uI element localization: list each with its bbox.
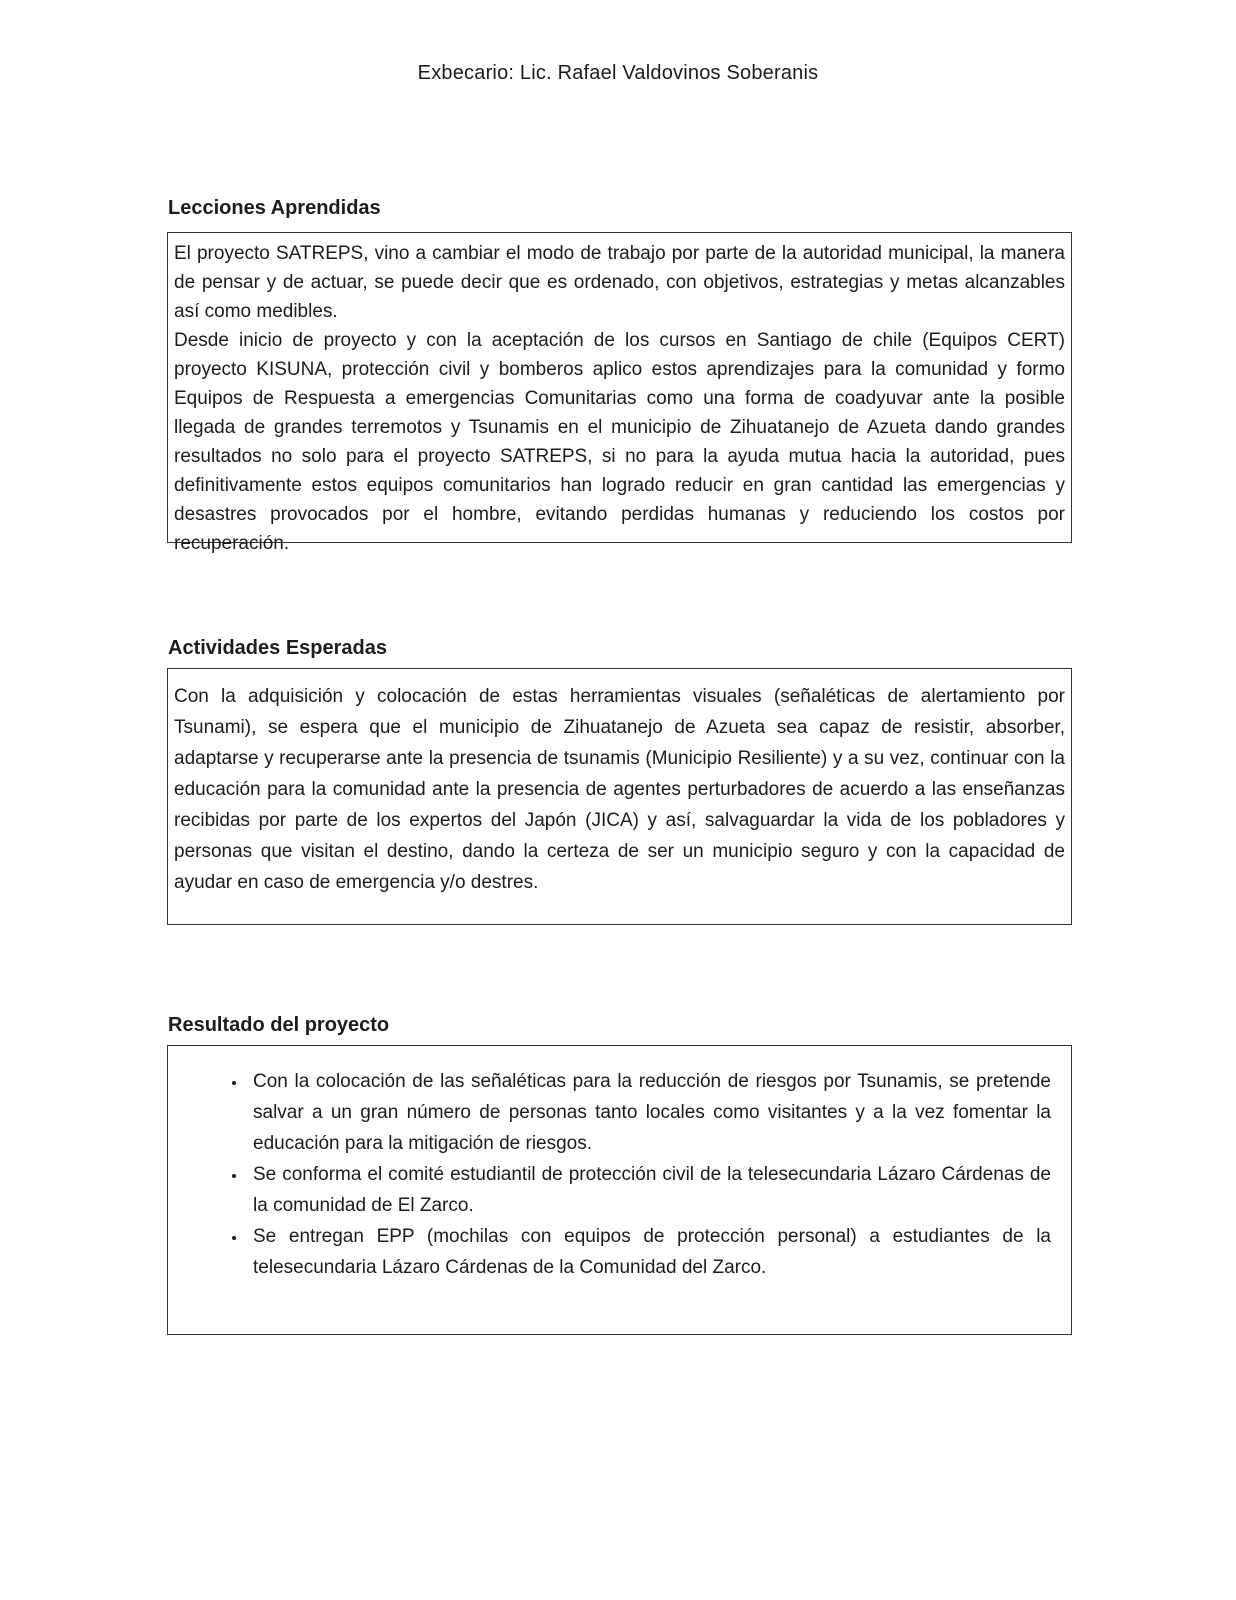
text-box-actividades-esperadas: [167, 668, 1072, 925]
page-header-title: Exbecario: Lic. Rafael Valdovinos Soberanis: [417, 62, 819, 84]
list-item: • Con la colocación de las señaléticas para la reducción de riesgos por Tsunamis, se pretende salvar a un gran número de personas tanto locales como visitantes y a la vez fomentar la educación para la mitigación de riesgos.: [247, 1066, 1051, 1159]
paragraph: Con la adquisición y colocación de estas herramientas visuales (señaléticas de alertamiento por Tsunami), se espera que el municipio de Zihuatanejo de Azueta sea capaz de resistir, absorber, adaptarse y recuperarse ante la presencia de tsunamis (Municipio Resiliente) y a su vez, continuar con la educación para la comunidad ante la presencia de agentes perturbadores de acuerdo a las enseñanzas recibidas por parte de los expertos del Japón (JICA) y así, salvaguardar la vida de los pobladores y personas que visitan el destino, dando la certeza de ser un municipio seguro y con la capacidad de ayudar en caso de emergencia y/o destres.: [174, 686, 1065, 893]
list-item: • Se entregan EPP (mochilas con equipos de protección personal) a estudiantes de la telesecundaria Lázaro Cárdenas de la Comunidad del Zarco.: [247, 1221, 1051, 1283]
section-heading-resultado-del-proyecto: Resultado del proyecto: [168, 1014, 390, 1036]
text-box-lecciones-aprendidas: [167, 232, 1072, 554]
bullet-list: [174, 1066, 1065, 1283]
section-heading-lecciones-aprendidas: Lecciones Aprendidas: [168, 197, 381, 219]
paragraph: Desde inicio de proyecto y con la aceptación de los cursos en Santiago de chile (Equipos CERT) proyecto KISUNA, protección civil y bomberos aplico estos aprendizajes para la comunidad y formo Equipos de Respuesta a emergencias Comunitarias como una forma de coadyuvar ante la posible llegada de grandes terremotos y Tsunamis en el municipio de Zihuatanejo de Azueta dando grandes resultados no solo para el proyecto SATREPS, si no para la ayuda mutua hacia la autoridad, pues definitivamente estos equipos comunitarios han logrado reducir en gran cantidad las emergencias y desastres provocados por el hombre, evitando perdidas humanas y reduciendo los costos por recuperación.: [174, 330, 1065, 554]
section-heading-actividades-esperadas: Actividades Esperadas: [168, 637, 387, 659]
text-box-resultado-del-proyecto: [167, 1045, 1072, 1335]
paragraph: El proyecto SATREPS, vino a cambiar el modo de trabajo por parte de la autoridad municipal, la manera de pensar y de actuar, se puede decir que es ordenado, con objetivos, estrategias y metas alcanzables así como medibles.: [174, 243, 1065, 322]
list-item: • Se conforma el comité estudiantil de protección civil de la telesecundaria Lázaro Cárdenas de la comunidad de El Zarco.: [247, 1159, 1051, 1221]
